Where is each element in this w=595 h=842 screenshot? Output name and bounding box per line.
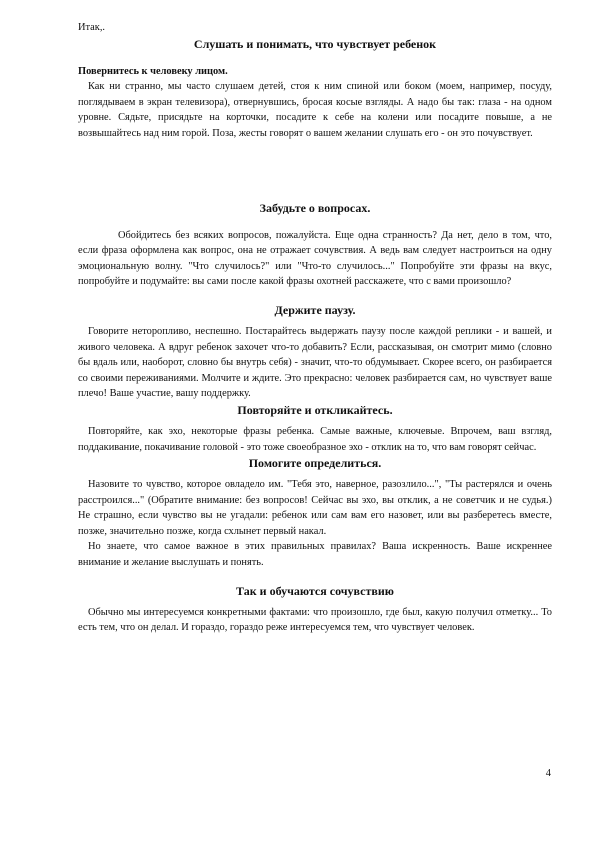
document-page (78, 20, 552, 636)
paragraph-sympathy: Обычно мы интересуемся конкретными фактами: что произошло, где был, какую получил отметку... То есть тем, что он делал. И гораздо, гораздо реже интересуемся тем, что чувствует человек. (78, 606, 552, 634)
paragraph-pause: Говорите неторопливо, неспешно. Постарайтесь выдержать паузу после каждой реплики - и вашей, и живого человека. А вдруг ребенок захочет что-то добавить? Если, рассказывая, он смотрит мимо (словно бы вдаль или, наоборот, словно бы внутрь себя) - значит, что-то обдумывает. Скорее всего, он разбирается со своими переживаниями. Молчите и ждите. Это прекрасно: человек разбирается сам, но чувствует ваше плечо! Ваше участие, вашу поддержку. (78, 325, 552, 400)
page-number: 4 (545, 768, 551, 779)
intro-text: Итак,. (78, 22, 106, 33)
section-heading-forget-questions: Забудьте о вопросах. (259, 200, 371, 215)
paragraph-help-define: Назовите то чувство, которое овладело им. "Тебя это, наверное, разозлило...", "Ты растерялся и очень расстроился..." (Обратите внимание: без вопросов! Сейчас вы эхо, вы отклик, а не советчик и не судья.) Не страшно, если чувство вы не угадали: ребенок или сам вам его назовет, или вы разберетесь вместе, позже, значительно позже, когда схлынет первый накал. (78, 479, 552, 537)
section-heading-help-define: Помогите определиться. (248, 456, 382, 471)
subheading-face-person: Повернитесь к человеку лицом. (78, 65, 228, 77)
paragraph-face-person: Как ни странно, мы часто слушаем детей, стоя к ним спиной или боком (моем, например, посуду, поглядываем в экран телевизора), отвернувшись, бросая косые взгляды. А надо бы так: глаза - на одном уровне. Сядьте, присядьте на корточки, посадите к себе на колени или посадите повыше, а не возвышайтесь над ним горой. Поза, жесты говорят о вашем желании слушать его - он это почувствует. (78, 81, 552, 139)
paragraph-sincerity: Но знаете, что самое важное в этих правильных правилах? Ваша искренность. Ваше искреннее внимание и желание выслушать и понять. (78, 541, 552, 569)
section-heading-pause: Держите паузу. (274, 302, 356, 317)
section-heading-sympathy: Так и обучаются сочувствию (236, 583, 394, 598)
paragraph-forget-questions: Обойдитесь без всяких вопросов, пожалуйста. Еще одна странность? Да нет, дело в том, что, если фраза оформлена как вопрос, она не отражает сочувствия. А ведь вам следует настроиться на одну эмоциональную волну. "Что случилось?" или "Что-то случилось..." Попробуйте эти фразы на вкус, попробуйте и подумайте: вы сами после какой фразы охотней расскажете, что с вами произошло? (78, 229, 552, 288)
paragraph-repeat: Повторяйте, как эхо, некоторые фразы ребенка. Самые важные, ключевые. Впрочем, ваш взгляд, поддакивание, покачивание головой - это тоже своеобразное эхо - отклик на то, что вам говорят сейчас. (78, 425, 552, 453)
section-heading-listen: Слушать и понимать, что чувствует ребенок (193, 36, 437, 51)
section-heading-repeat: Повторяйте и откликайтесь. (237, 402, 393, 417)
